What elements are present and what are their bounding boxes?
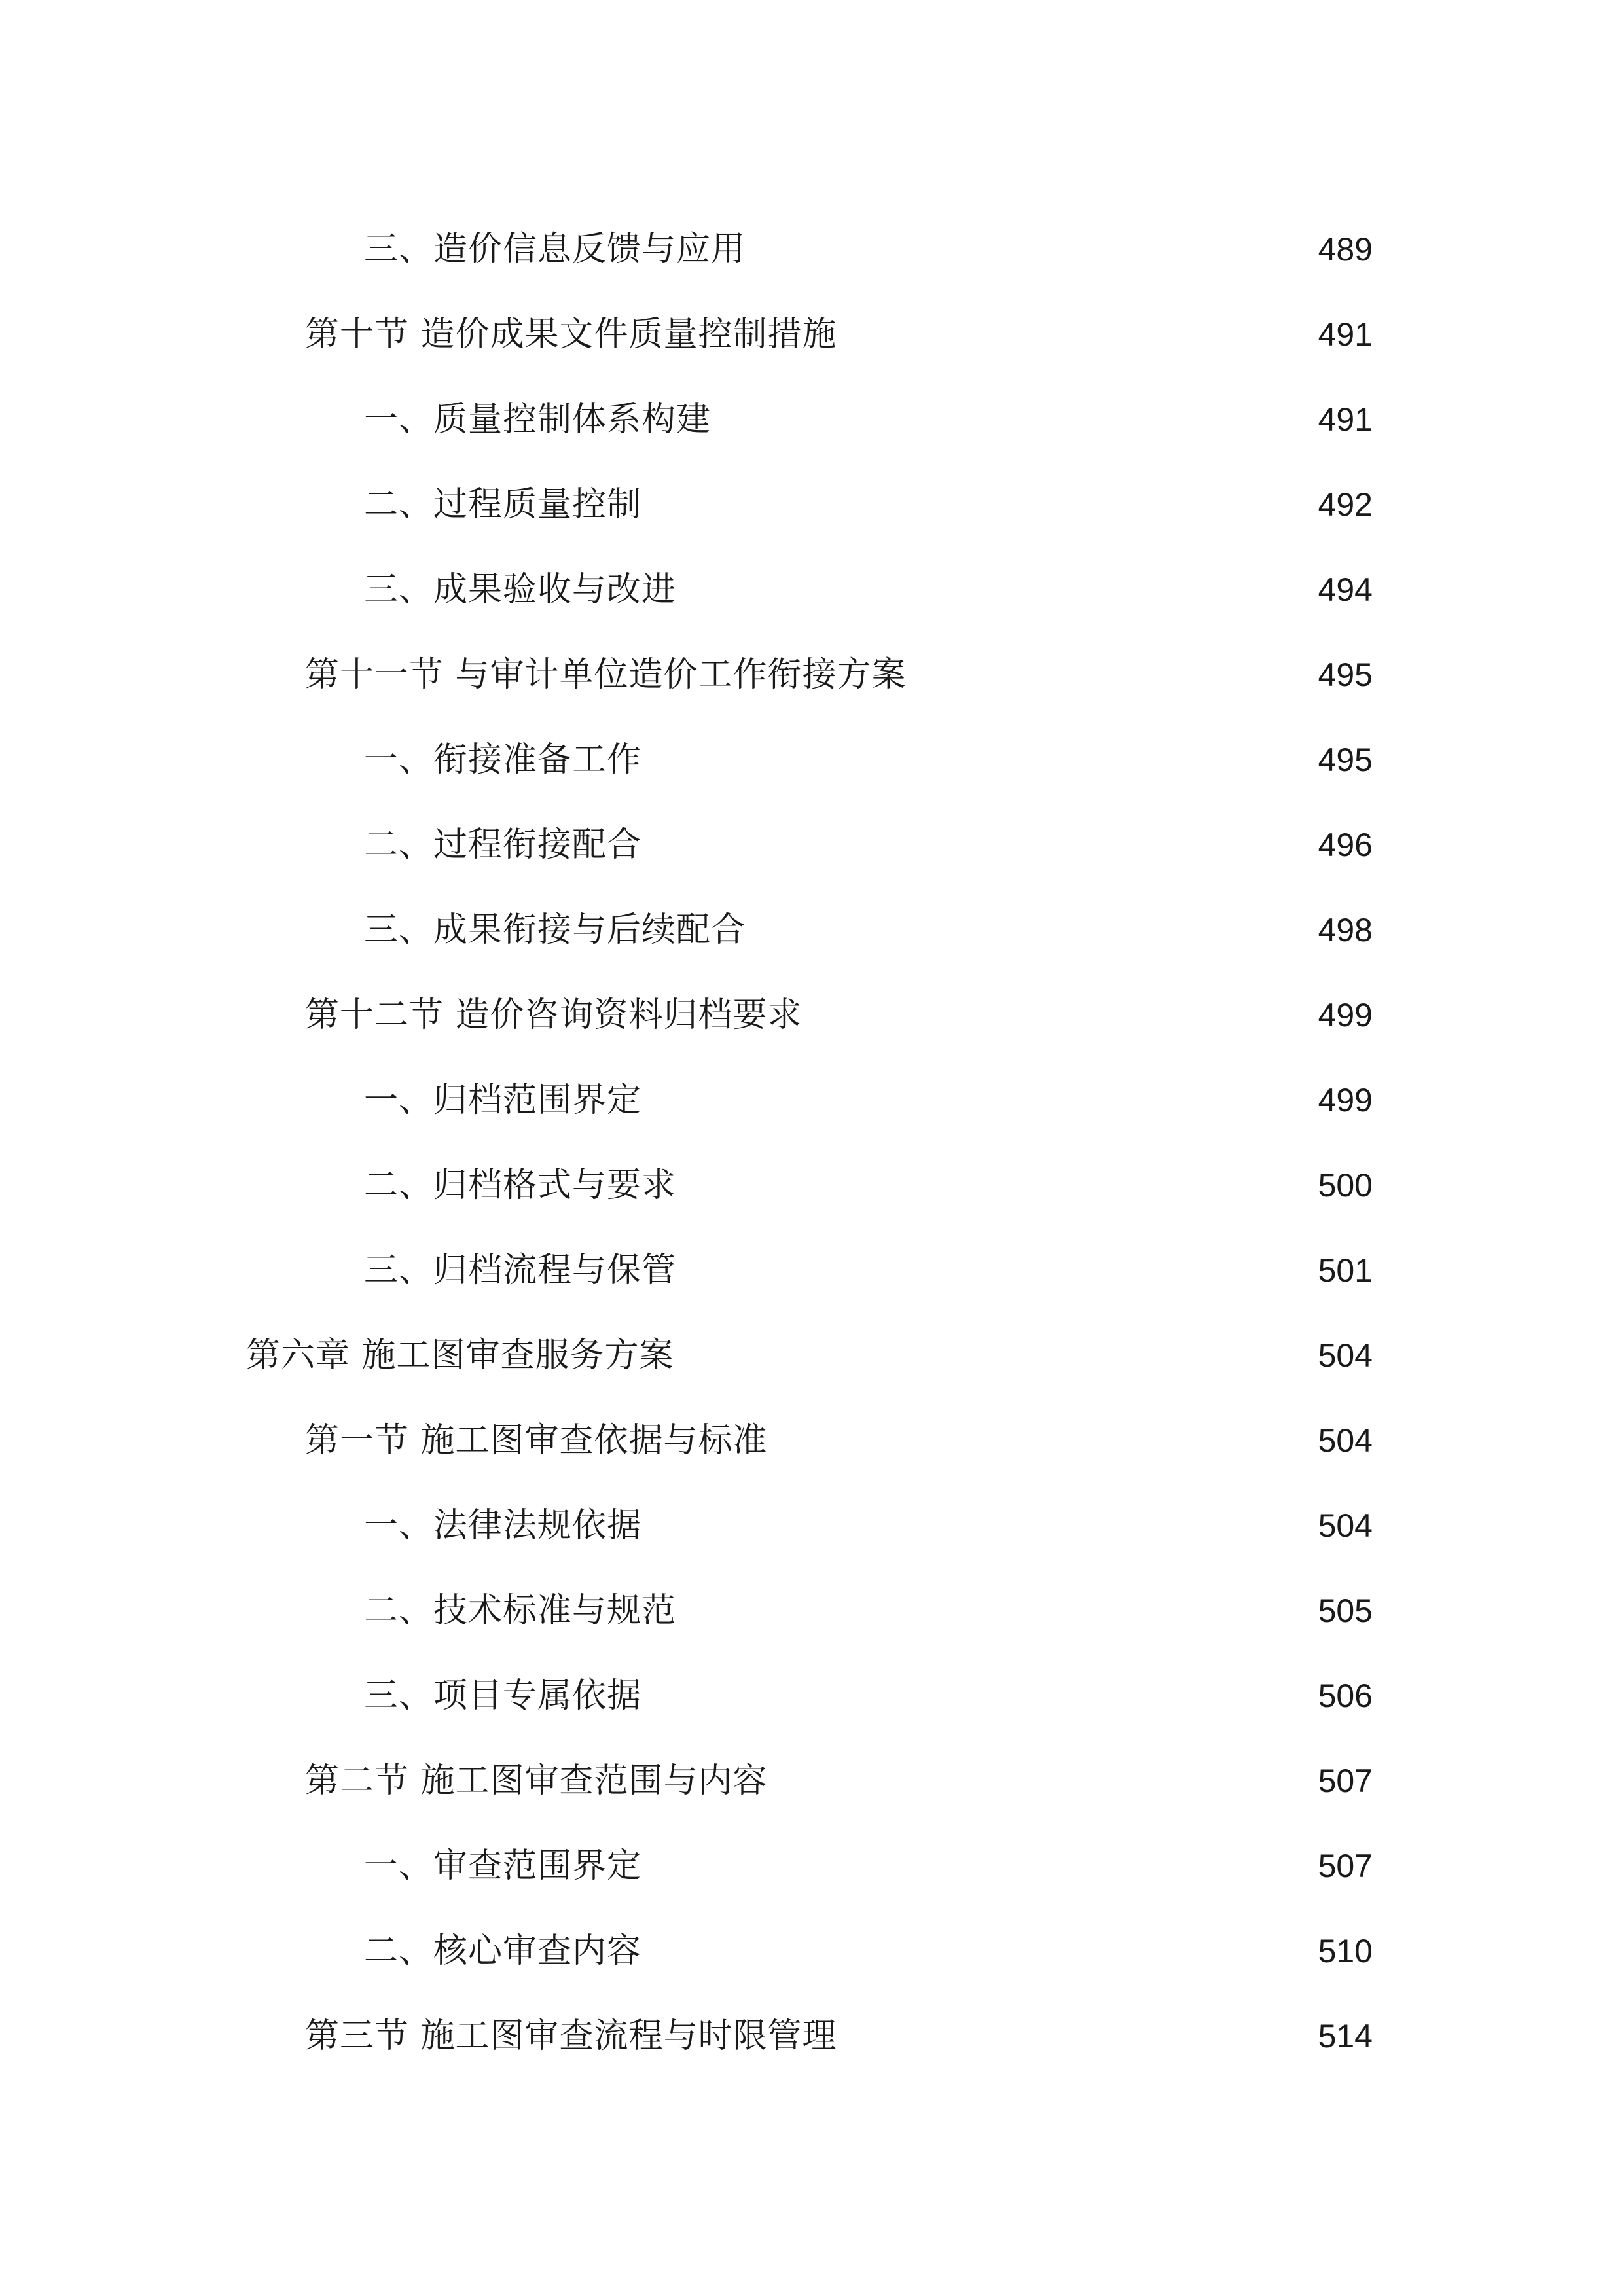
toc-entry[interactable] <box>0 292 1624 377</box>
toc-dot-leader <box>912 658 1313 692</box>
toc-entry-page-number: 498 <box>1318 912 1373 948</box>
toc-entry-title: 一、衔接准备工作 <box>364 740 642 780</box>
toc-entry-title: 第一节 施工图审查依据与标准 <box>305 1421 768 1460</box>
toc-entry[interactable] <box>0 888 1624 973</box>
toc-entry-page-number: 506 <box>1318 1677 1373 1714</box>
toc-dot-leader <box>647 743 1313 777</box>
toc-entry[interactable] <box>0 632 1624 717</box>
toc-entry-title: 一、归档范围界定 <box>364 1081 642 1120</box>
toc-entry-page-number: 491 <box>1318 401 1373 438</box>
toc-entry-title: 二、过程质量控制 <box>364 485 642 524</box>
toc-entry[interactable] <box>0 462 1624 547</box>
toc-dot-leader <box>716 403 1313 437</box>
toc-entry[interactable] <box>0 1823 1624 1909</box>
toc-dot-leader <box>842 317 1313 351</box>
toc-entry-page-number: 504 <box>1318 1422 1373 1459</box>
toc-entry-page-number: 499 <box>1318 997 1373 1033</box>
toc-entry-page-number: 492 <box>1318 486 1373 523</box>
toc-entry-title: 第三节 施工图审查流程与时限管理 <box>305 2017 837 2056</box>
toc-entry-page-number: 510 <box>1318 1933 1373 1969</box>
toc-entry[interactable] <box>0 377 1624 462</box>
toc-entry-title: 二、归档格式与要求 <box>364 1166 677 1205</box>
toc-entry-page-number: 501 <box>1318 1252 1373 1289</box>
toc-dot-leader <box>808 998 1313 1032</box>
toc-dot-leader <box>681 1253 1313 1287</box>
toc-entry[interactable] <box>0 1143 1624 1228</box>
toc-entry[interactable] <box>0 802 1624 888</box>
toc-entry-title: 一、法律法规依据 <box>364 1506 642 1545</box>
toc-entry[interactable] <box>0 1228 1624 1313</box>
toc-entry[interactable] <box>0 1994 1624 2079</box>
toc-entry-page-number: 489 <box>1318 231 1373 268</box>
toc-dot-leader <box>681 1594 1313 1628</box>
toc-entry[interactable] <box>0 1398 1624 1483</box>
toc-entry-page-number: 495 <box>1318 742 1373 778</box>
toc-entry-title: 一、质量控制体系构建 <box>364 400 712 439</box>
toc-entry[interactable] <box>0 1909 1624 1994</box>
toc-entry[interactable] <box>0 1653 1624 1738</box>
toc-entry[interactable] <box>0 717 1624 802</box>
toc-entry-page-number: 491 <box>1318 316 1373 353</box>
toc-entry-title: 二、技术标准与规范 <box>364 1591 677 1630</box>
toc-entry-title: 第六章 施工图审查服务方案 <box>246 1336 674 1375</box>
toc-entry-page-number: 504 <box>1318 1507 1373 1544</box>
toc-entry[interactable] <box>0 1483 1624 1568</box>
toc-dot-leader <box>842 2019 1313 2053</box>
toc-dot-leader <box>647 1509 1313 1543</box>
toc-entry-title: 三、成果衔接与后续配合 <box>364 910 746 950</box>
toc-entry-page-number: 499 <box>1318 1082 1373 1119</box>
toc-entry-title: 第十二节 造价咨询资料归档要求 <box>305 996 803 1035</box>
toc-dot-leader <box>647 1934 1313 1968</box>
toc-entry-title: 三、归档流程与保管 <box>364 1251 677 1290</box>
toc-entry[interactable] <box>0 1568 1624 1653</box>
toc-entry-title: 三、造价信息反馈与应用 <box>364 230 746 269</box>
toc-entry-page-number: 505 <box>1318 1592 1373 1629</box>
toc-entry[interactable] <box>0 973 1624 1058</box>
toc-entry-title: 二、核心审查内容 <box>364 1931 642 1971</box>
toc-entry-page-number: 507 <box>1318 1848 1373 1884</box>
toc-dot-leader <box>681 573 1313 607</box>
toc-dot-leader <box>751 232 1313 266</box>
toc-dot-leader <box>647 1083 1313 1117</box>
toc-entry[interactable] <box>0 1058 1624 1143</box>
table-of-contents <box>0 207 1624 2079</box>
toc-entry-title: 第十节 造价成果文件质量控制措施 <box>305 315 837 354</box>
toc-entry-page-number: 496 <box>1318 827 1373 863</box>
toc-entry[interactable] <box>0 547 1624 632</box>
toc-dot-leader <box>773 1424 1313 1458</box>
toc-dot-leader <box>773 1764 1313 1798</box>
toc-entry[interactable] <box>0 207 1624 292</box>
toc-dot-leader <box>681 1168 1313 1202</box>
toc-dot-leader <box>647 828 1313 862</box>
toc-entry-page-number: 495 <box>1318 656 1373 693</box>
toc-entry-page-number: 504 <box>1318 1337 1373 1374</box>
toc-entry-title: 一、审查范围界定 <box>364 1846 642 1886</box>
toc-entry-page-number: 514 <box>1318 2018 1373 2054</box>
toc-entry-page-number: 507 <box>1318 1763 1373 1799</box>
toc-entry-title: 二、过程衔接配合 <box>364 825 642 865</box>
toc-entry-title: 三、项目专属依据 <box>364 1676 642 1715</box>
toc-dot-leader <box>679 1338 1313 1372</box>
toc-dot-leader <box>647 1679 1313 1713</box>
toc-entry[interactable] <box>0 1738 1624 1823</box>
toc-dot-leader <box>647 488 1313 522</box>
toc-entry[interactable] <box>0 1313 1624 1398</box>
toc-entry-page-number: 500 <box>1318 1167 1373 1204</box>
toc-dot-leader <box>647 1849 1313 1883</box>
toc-entry-page-number: 494 <box>1318 571 1373 608</box>
toc-entry-title: 第二节 施工图审查范围与内容 <box>305 1761 768 1801</box>
toc-dot-leader <box>751 913 1313 947</box>
toc-entry-title: 三、成果验收与改进 <box>364 570 677 609</box>
toc-entry-title: 第十一节 与审计单位造价工作衔接方案 <box>305 655 907 694</box>
